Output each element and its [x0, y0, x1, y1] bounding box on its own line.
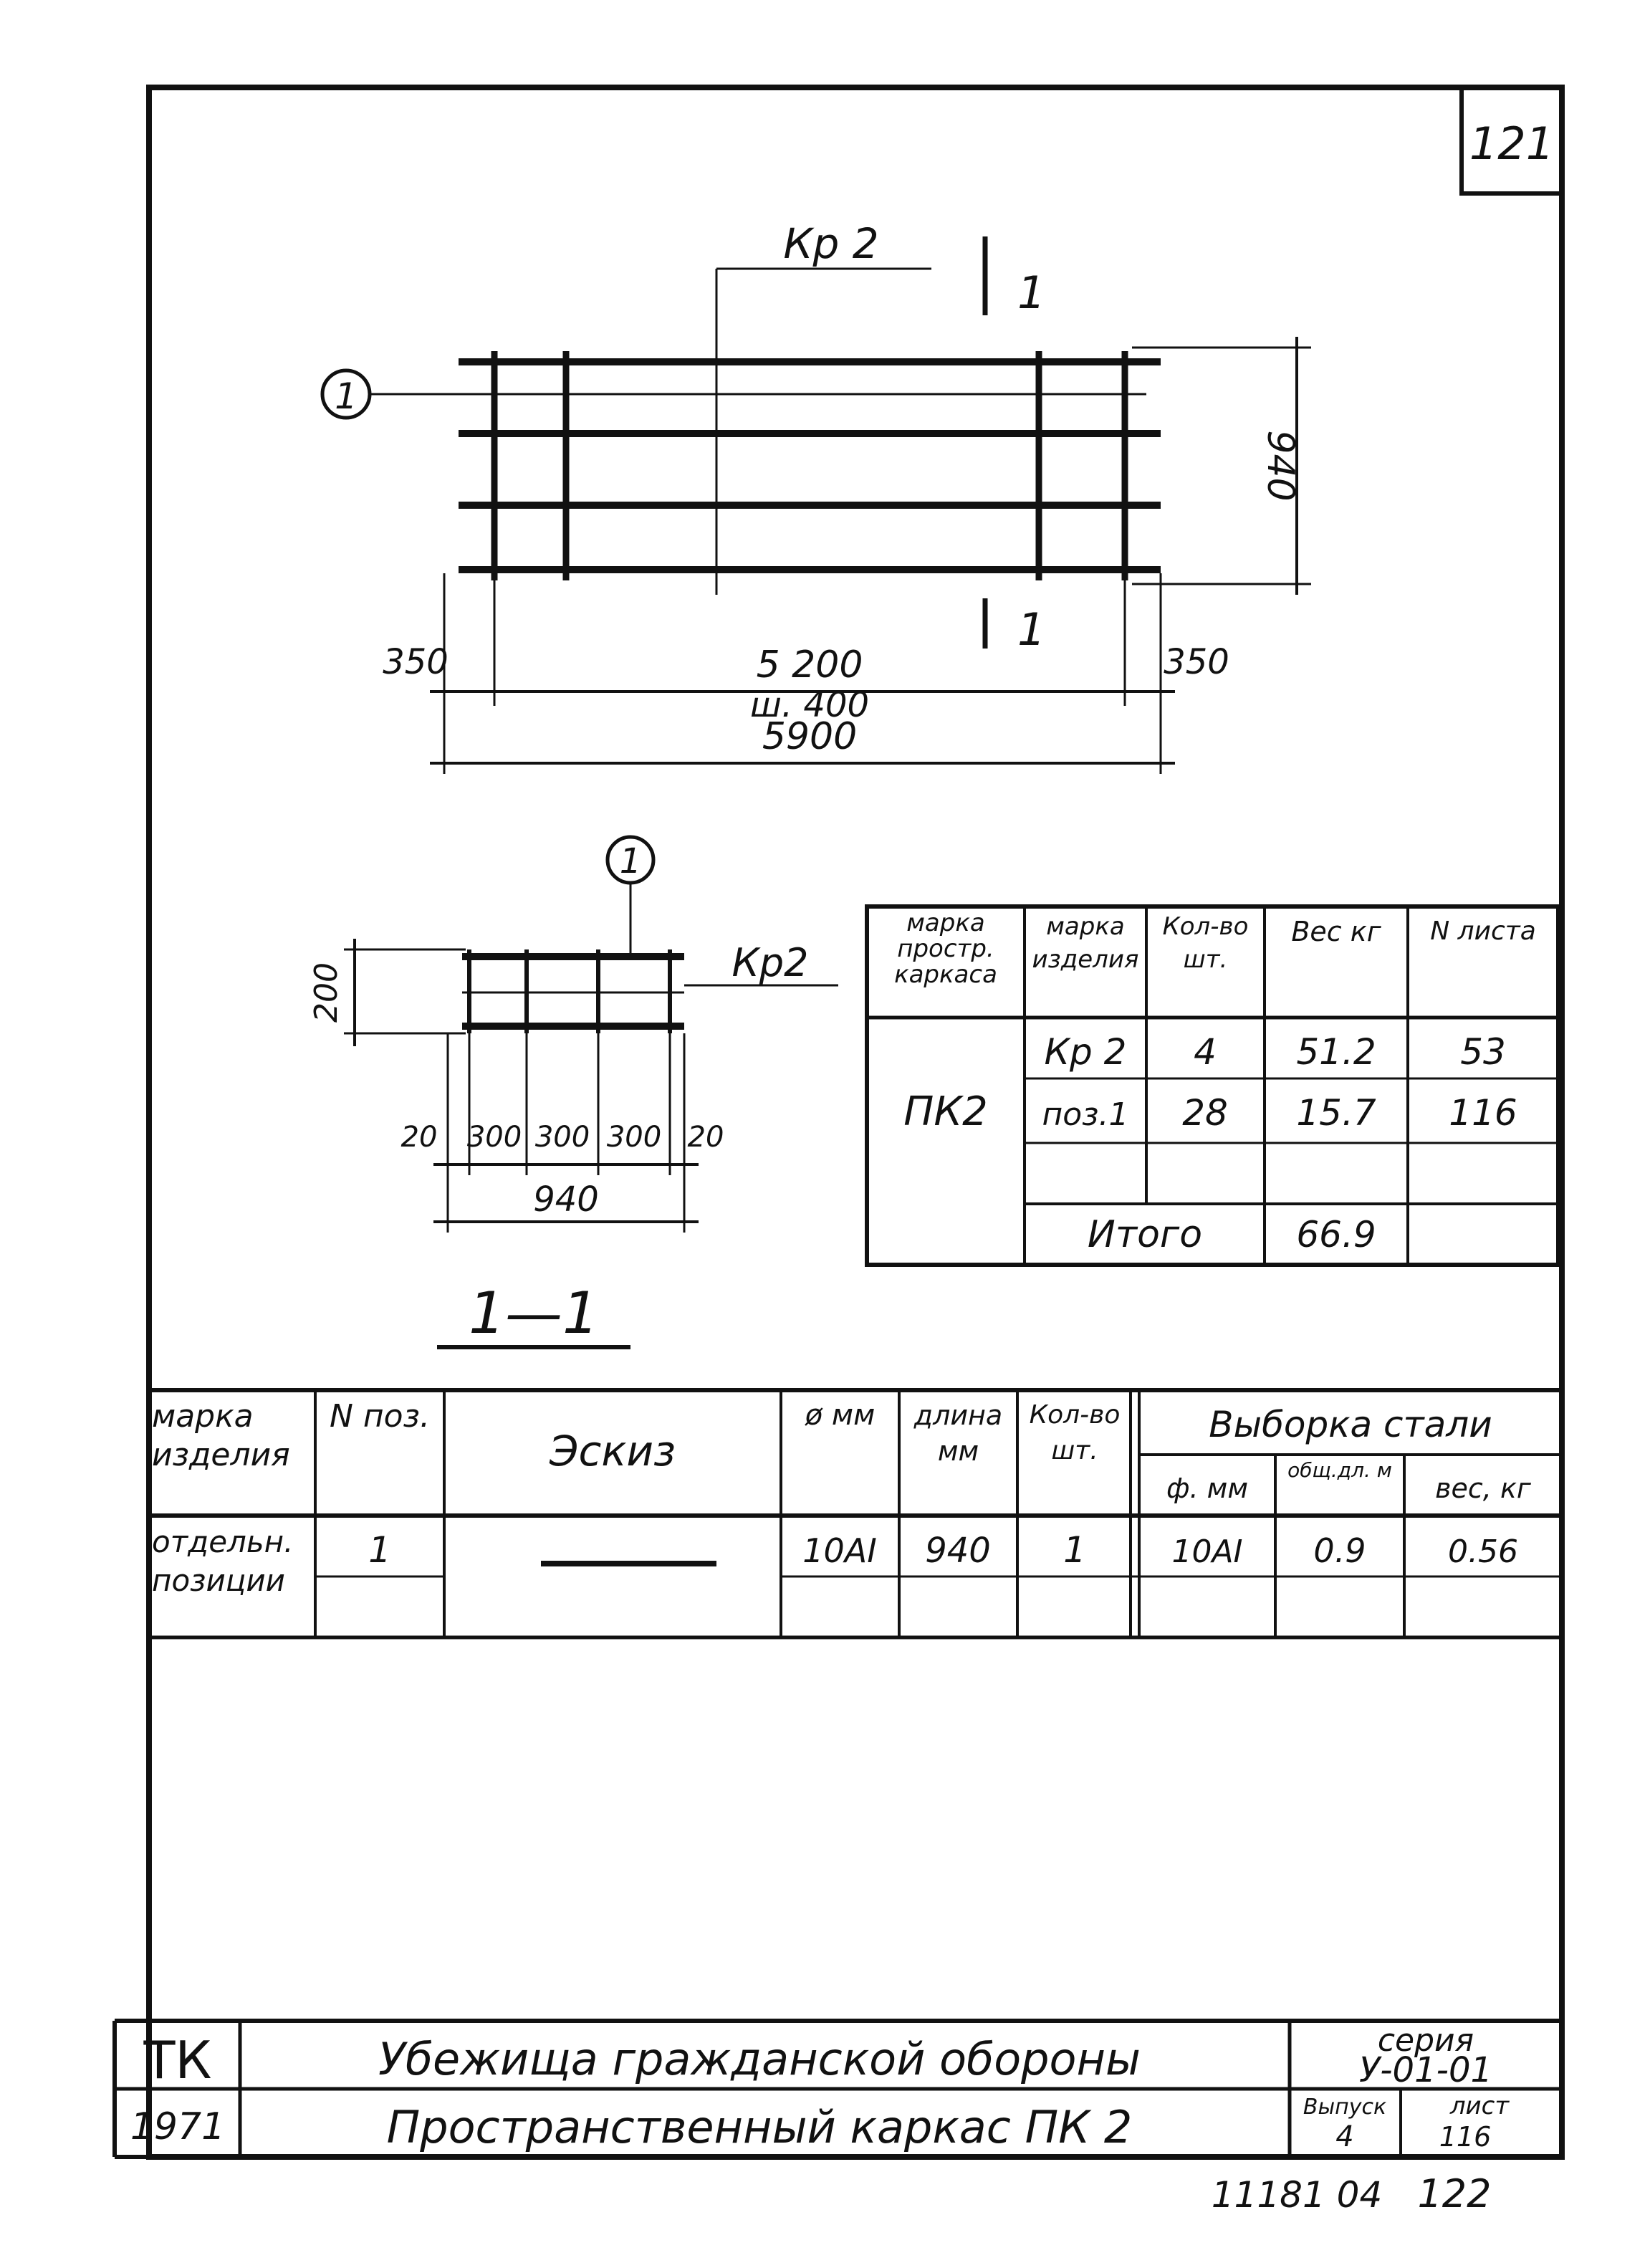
title-code: ТК — [143, 2030, 212, 2090]
plan-dim-total: 5900 — [762, 715, 858, 758]
plan-dim-step: ш. 400 — [749, 685, 870, 725]
frame-row-sheet: 53 — [1460, 1031, 1506, 1073]
section-dim-total: 940 — [533, 1180, 599, 1220]
section-view — [308, 837, 838, 1347]
title-line-1: Убежища гражданской обороны — [378, 2033, 1141, 2085]
frame-table-header: марка изделия — [1032, 912, 1139, 974]
section-mark-bottom: 1 — [1017, 603, 1046, 656]
frame-row-weight: 15.7 — [1296, 1092, 1376, 1134]
spec-header: длина мм — [913, 1399, 1003, 1467]
section-dim-height: 200 — [308, 962, 345, 1023]
position-callout-number: 1 — [335, 375, 358, 417]
spec-sub-header-cell — [1279, 1458, 1401, 1512]
frame-row-item: поз.1 — [1042, 1096, 1129, 1133]
spec-item-label: отдельн. позиции — [152, 1524, 294, 1598]
plan-view — [322, 219, 1311, 774]
spec-position: 1 — [368, 1529, 391, 1571]
frame-total-label: Итого — [1087, 1213, 1203, 1256]
frame-table-header: Кол-во шт. — [1162, 912, 1249, 974]
spec-header-cell — [152, 1397, 312, 1512]
spec-item-cell — [152, 1523, 312, 1634]
frame-row-qty: 28 — [1182, 1092, 1228, 1134]
issue-value: 4 — [1335, 2120, 1354, 2153]
footer-page: 122 — [1417, 2171, 1492, 2216]
spec-quantity: 1 — [1063, 1529, 1086, 1571]
spec-diameter: 10АI — [802, 1531, 877, 1570]
section-title: 1—1 — [469, 1280, 599, 1346]
spec-steel-diameter: 10АI — [1171, 1533, 1243, 1570]
frame-row-item: Кр 2 — [1044, 1031, 1127, 1073]
spec-header: ø мм — [805, 1399, 876, 1432]
spec-header: N поз. — [330, 1398, 430, 1435]
title-block — [115, 2021, 1562, 2157]
spec-header: марка изделия — [152, 1398, 290, 1473]
section-dim-spacing: 300 — [606, 1121, 662, 1154]
frame-table — [867, 906, 1558, 1265]
title-line-2: Пространственный каркас ПК 2 — [386, 2101, 1133, 2153]
spec-total-length: 0.9 — [1313, 1531, 1366, 1570]
section-dim-spacing: 300 — [534, 1121, 590, 1154]
frame-table-header-cell — [1150, 910, 1261, 1014]
section-mark-label: Кр2 — [732, 940, 809, 985]
frame-row-weight: 51.2 — [1296, 1031, 1376, 1073]
spec-header: Кол-во шт. — [1029, 1400, 1121, 1465]
frame-table-header-cell — [1268, 910, 1404, 1014]
frame-table-header: N листа — [1430, 917, 1536, 946]
spec-sub-header: вес, кг — [1435, 1473, 1531, 1504]
spec-header-cell — [1021, 1397, 1128, 1512]
section-mark-top: 1 — [1017, 267, 1046, 319]
plan-dim-right: 350 — [1164, 642, 1229, 682]
plan-dim-left: 350 — [383, 642, 449, 682]
frame-total-value: 66.9 — [1296, 1214, 1376, 1255]
frame-mark: ПК2 — [903, 1088, 988, 1135]
frame-table-header-cell — [870, 910, 1021, 1014]
title-year: 1971 — [130, 2105, 226, 2148]
spec-sub-header: ф. мм — [1166, 1473, 1248, 1504]
frame-table-header: Вес кг — [1291, 916, 1381, 947]
spec-header-cell — [903, 1397, 1014, 1512]
archive-number: 11181 04 — [1211, 2174, 1383, 2216]
plan-mark-label: Кр 2 — [783, 219, 879, 268]
frame-row-qty: 4 — [1194, 1031, 1217, 1073]
sheet-number: 121 — [1469, 118, 1555, 170]
frame-table-header-cell — [1028, 910, 1143, 1014]
series-value: У-01-01 — [1358, 2050, 1493, 2090]
frame-row-sheet: 116 — [1449, 1092, 1517, 1134]
section-dim-spacing: 300 — [466, 1121, 522, 1154]
spec-table — [149, 1390, 1562, 1637]
plan-dim-middle: 5 200 — [756, 643, 863, 686]
frame-table-header: марка простр. каркаса — [894, 910, 997, 989]
plan-dim-height: 940 — [1259, 430, 1302, 502]
frame-table-header-cell — [1411, 910, 1555, 1014]
section-position-number: 1 — [619, 841, 642, 881]
issue-label: Выпуск — [1303, 2095, 1387, 2120]
spec-header-sketch: Эскиз — [550, 1427, 676, 1475]
spec-header-cell — [785, 1397, 896, 1512]
spec-weight: 0.56 — [1448, 1533, 1518, 1570]
series-label: серия — [1377, 2022, 1474, 2059]
sheet-value: 116 — [1439, 2121, 1492, 2153]
section-dim-edge-right: 20 — [687, 1121, 724, 1154]
spec-sub-header: общ.дл. м — [1287, 1458, 1392, 1482]
section-dim-edge-left: 20 — [400, 1121, 438, 1154]
sheet-label: лист — [1449, 2092, 1510, 2120]
spec-header-cell — [319, 1397, 441, 1512]
spec-group-header: Выборка стали — [1209, 1404, 1492, 1445]
spec-length: 940 — [925, 1531, 991, 1571]
